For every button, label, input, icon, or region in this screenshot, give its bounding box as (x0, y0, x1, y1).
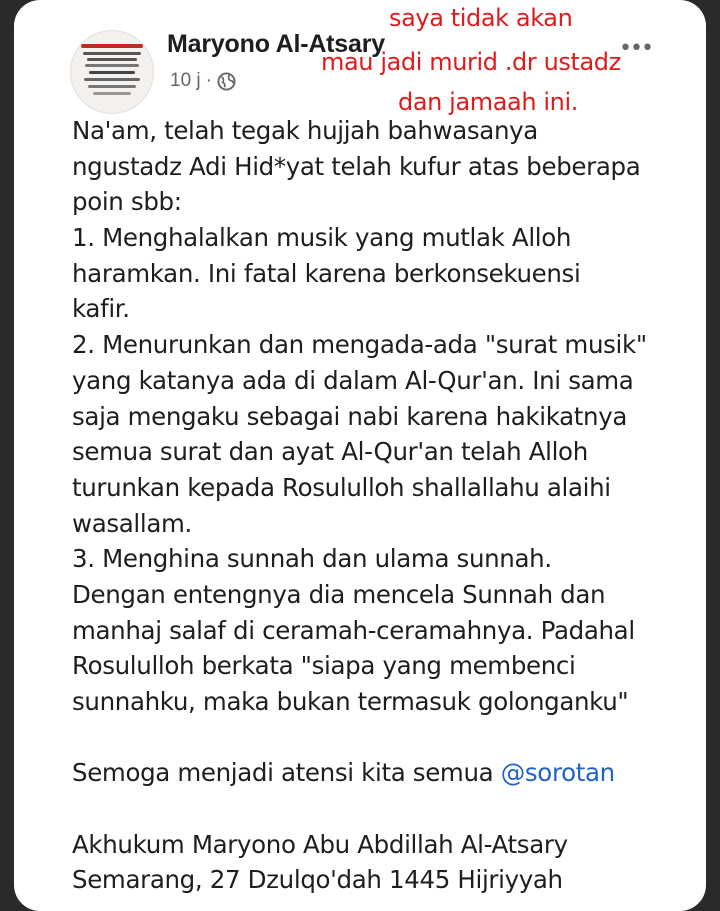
avatar[interactable] (70, 30, 154, 114)
signature-name: Akhukum Maryono Abu Abdillah Al-Atsary (72, 829, 568, 859)
more-dots-icon[interactable]: ••• (619, 36, 652, 61)
closing-text: Semoga menjadi atensi kita semua (72, 758, 501, 788)
post-time[interactable]: 10 j (170, 70, 201, 91)
annotation-line-3: dan jamaah ini. (398, 88, 578, 116)
mention-link[interactable]: @sorotan (500, 758, 615, 788)
body-line: Rosululloh berkata "siapa yang membenci (72, 651, 576, 681)
body-line: saja mengaku sebagai nabi karena hakikatnya (72, 401, 628, 431)
post-meta (170, 70, 236, 92)
body-line: kafir. (72, 294, 130, 324)
body-line: ngustadz Adi Hid*yat telah kufur atas beberapa (72, 151, 641, 181)
body-line: poin sbb: (72, 187, 182, 217)
body-line: 2. Menurunkan dan mengada-ada "surat musik" (72, 330, 647, 360)
body-line: wasallam. (72, 508, 192, 538)
signature-place: Semarang, 27 Dzulqo'dah 1445 Hijriyyah (72, 865, 563, 895)
post-body (72, 113, 692, 898)
body-line: semua surat dan ayat Al-Qur'an telah Alloh (72, 437, 588, 467)
author-name[interactable]: Maryono Al-Atsary (167, 30, 385, 58)
blank-line (72, 720, 692, 756)
body-line: Na'am, telah tegak hujjah bahwasanya (72, 116, 538, 145)
body-line: yang katanya ada di dalam Al-Qur'an. Ini sama (72, 365, 634, 395)
globe-icon[interactable] (217, 72, 236, 91)
closing-line (72, 755, 692, 791)
blank-line (72, 791, 692, 827)
body-line: haramkan. Ini fatal karena berkonsekuensi (72, 258, 581, 288)
body-line: turunkan kepada Rosululloh shallallahu alaihi (72, 472, 611, 502)
post-card (14, 0, 706, 911)
meta-separator: · (205, 70, 212, 91)
annotation-line-1: saya tidak akan (389, 4, 573, 32)
body-line: 1. Menghalalkan musik yang mutlak Alloh (72, 223, 572, 253)
body-line: Dengan entengnya dia mencela Sunnah dan (72, 579, 606, 609)
annotation-line-2: mau jadi murid .dr ustadz (321, 48, 621, 76)
body-line: manhaj salaf di ceramah-ceramahnya. Padahal (72, 615, 635, 645)
body-line: 3. Menghina sunnah dan ulama sunnah. (72, 544, 552, 574)
body-line: sunnahku, maka bukan termasuk golonganku" (72, 687, 629, 716)
avatar-logo-icon (71, 31, 153, 113)
